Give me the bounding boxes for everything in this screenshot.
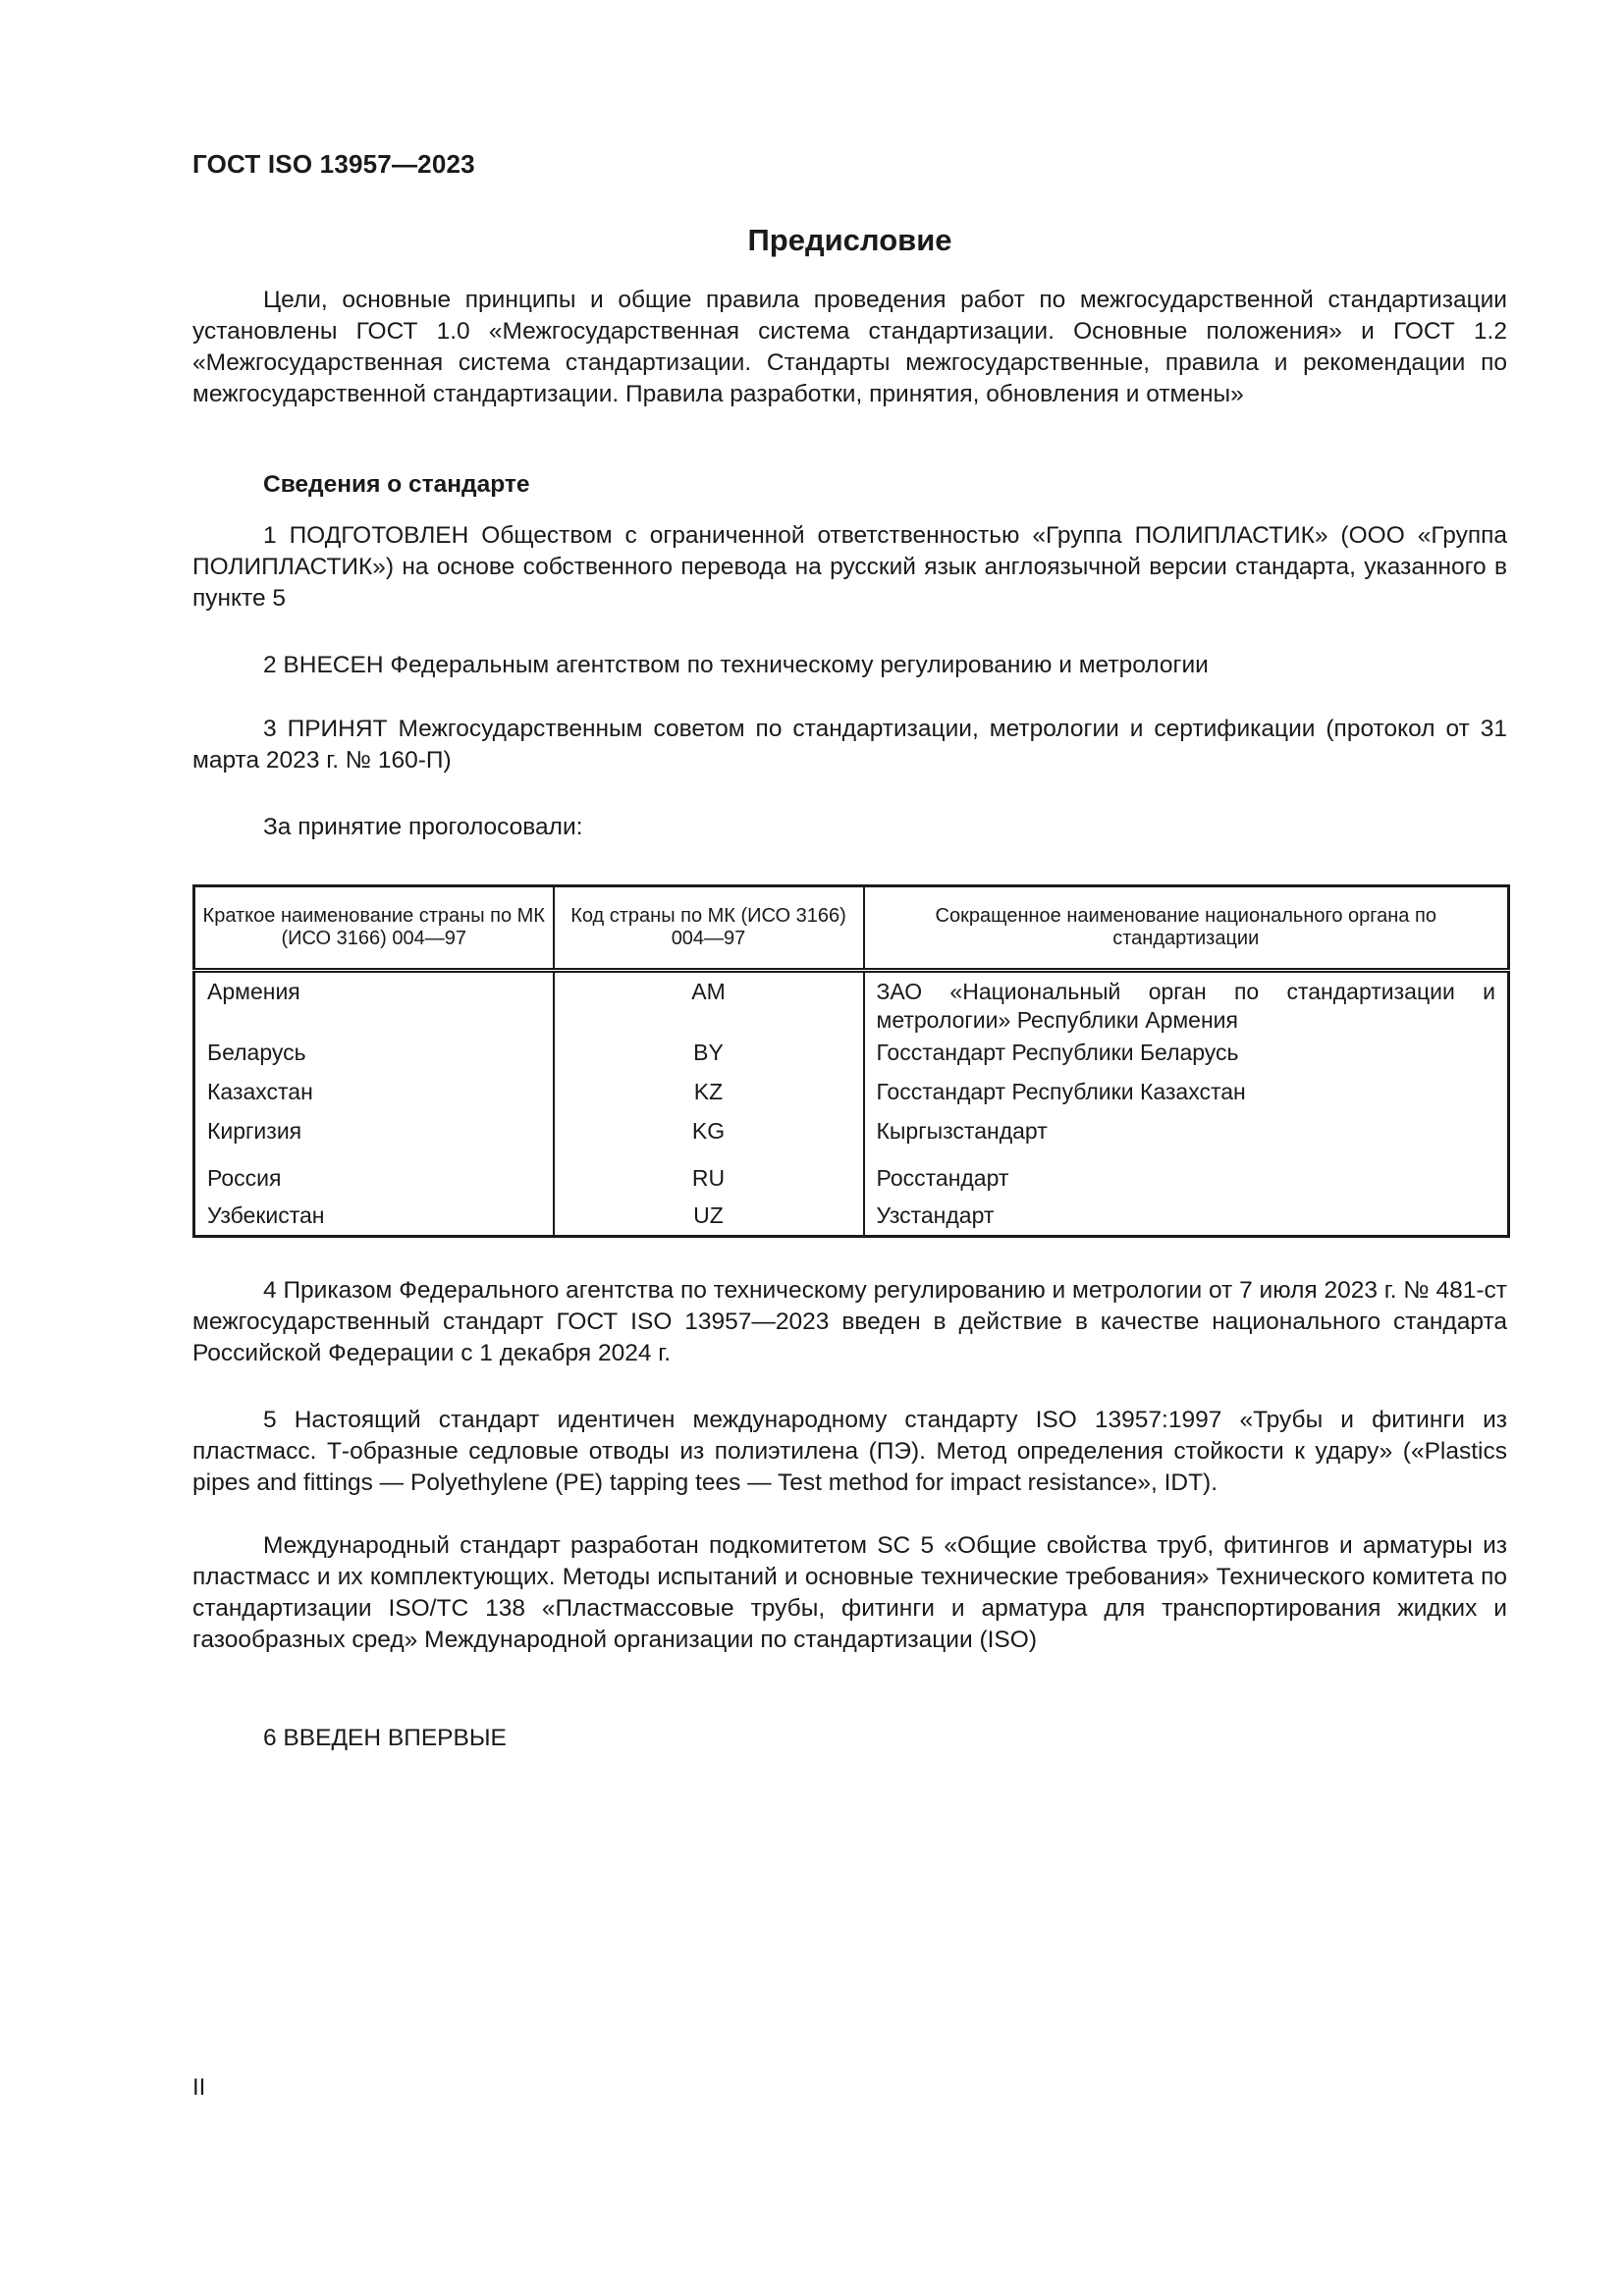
- table-row: [194, 1164, 1509, 1201]
- code-cell: KZ: [554, 1078, 864, 1117]
- column-header-country-label: Краткое наименование страны по МК (ИСО 3166) 004—97: [202, 905, 545, 949]
- body-cell: Госстандарт Республики Беларусь: [864, 1039, 1509, 1078]
- page-title: Предисловие: [747, 223, 952, 257]
- code-cell: KG: [554, 1117, 864, 1164]
- table-row: [194, 1201, 1509, 1237]
- country-cell: Узбекистан: [194, 1201, 554, 1237]
- item-4-order: 4 Приказом Федерального агентства по техническому регулированию и метрологии от 7 июля 2023 г. № 481-ст межгосударственный стандарт ГОСТ ISO 13957—2023 введен в действие в качестве национального стандарта Российской Федерации с 1 декабря 2024 г.: [192, 1277, 1507, 1366]
- column-header-body-label: Сокращенное наименование национального органа по стандартизации: [935, 905, 1436, 949]
- column-header-body: [864, 886, 1509, 971]
- country-cell: Киргизия: [194, 1117, 554, 1164]
- table-row: [194, 1039, 1509, 1078]
- body-cell: ЗАО «Национальный орган по стандартизации и метрологии» Республики Армения: [864, 971, 1509, 1040]
- code-cell: UZ: [554, 1201, 864, 1237]
- table-header-row: [194, 886, 1509, 971]
- code-cell: RU: [554, 1164, 864, 1201]
- code-cell: AM: [554, 971, 864, 1040]
- code-cell: BY: [554, 1039, 864, 1078]
- country-cell: Беларусь: [194, 1039, 554, 1078]
- column-header-code: [554, 886, 864, 971]
- country-cell: Россия: [194, 1164, 554, 1201]
- body-cell: Росстандарт: [864, 1164, 1509, 1201]
- intro-paragraph: Цели, основные принципы и общие правила проведения работ по межгосударственной стандартизации установлены ГОСТ 1.0 «Межгосударственная система стандартизации. Основные положения» и ГОСТ 1.2 «Межгосударственная система стандартизации. Стандарты межгосударственные, правила и рекомендации по межгосударственной стандартизации. Правила разработки, принятия, обновления и отмены»: [192, 287, 1507, 407]
- country-cell: Казахстан: [194, 1078, 554, 1117]
- voted-label: За принятие проголосовали:: [263, 814, 583, 840]
- body-cell: Кыргызстандарт: [864, 1117, 1509, 1164]
- section-heading: Сведения о стандарте: [263, 471, 530, 498]
- page-number: II: [192, 2074, 206, 2101]
- column-header-code-label: Код страны по МК (ИСО 3166) 004—97: [570, 905, 846, 949]
- column-header-country: [194, 886, 554, 971]
- item-3-adopted: 3 ПРИНЯТ Межгосударственным советом по стандартизации, метрологии и сертификации (протокол от 31 марта 2023 г. № 160-П): [192, 716, 1507, 774]
- table-row: [194, 971, 1509, 1040]
- item-6-first-introduced: 6 ВВЕДЕН ВПЕРВЫЕ: [263, 1725, 507, 1751]
- item-1-prepared: 1 ПОДГОТОВЛЕН Обществом с ограниченной ответственностью «Группа ПОЛИПЛАСТИК» (ООО «Группа ПОЛИПЛАСТИК») на основе собственного перевода на русский язык англоязычной версии стандарта, указанного в пункте 5: [192, 522, 1507, 612]
- item-2-introduced: 2 ВНЕСЕН Федеральным агентством по техническому регулированию и метрологии: [263, 652, 1209, 678]
- document-code-header: ГОСТ ISO 13957—2023: [192, 149, 475, 179]
- table-row: [194, 1078, 1509, 1117]
- body-cell: Госстандарт Республики Казахстан: [864, 1078, 1509, 1117]
- country-cell: Армения: [194, 971, 554, 1040]
- item-5-identical: 5 Настоящий стандарт идентичен международному стандарту ISO 13957:1997 «Трубы и фитинги из пластмасс. Т-образные седловые отводы из полиэтилена (ПЭ). Метод определения стойкости к удару» («Plastics pipes and fittings — Polyethylene (PE) tapping tees — Test method for impact resistance», IDT).: [192, 1407, 1507, 1496]
- table-row: [194, 1117, 1509, 1164]
- body-cell: Узстандарт: [864, 1201, 1509, 1237]
- item-5-developed-by: Международный стандарт разработан подкомитетом SC 5 «Общие свойства труб, фитингов и арматуры из пластмасс и их комплектующих. Методы испытаний и основные технические требования» Технического комитета по стандартизации ISO/TC 138 «Пластмассовые трубы, фитинги и арматура для транспортирования жидких и газообразных сред» Международной организации по стандартизации (ISO): [192, 1532, 1507, 1653]
- voting-countries-table: [192, 884, 1510, 1238]
